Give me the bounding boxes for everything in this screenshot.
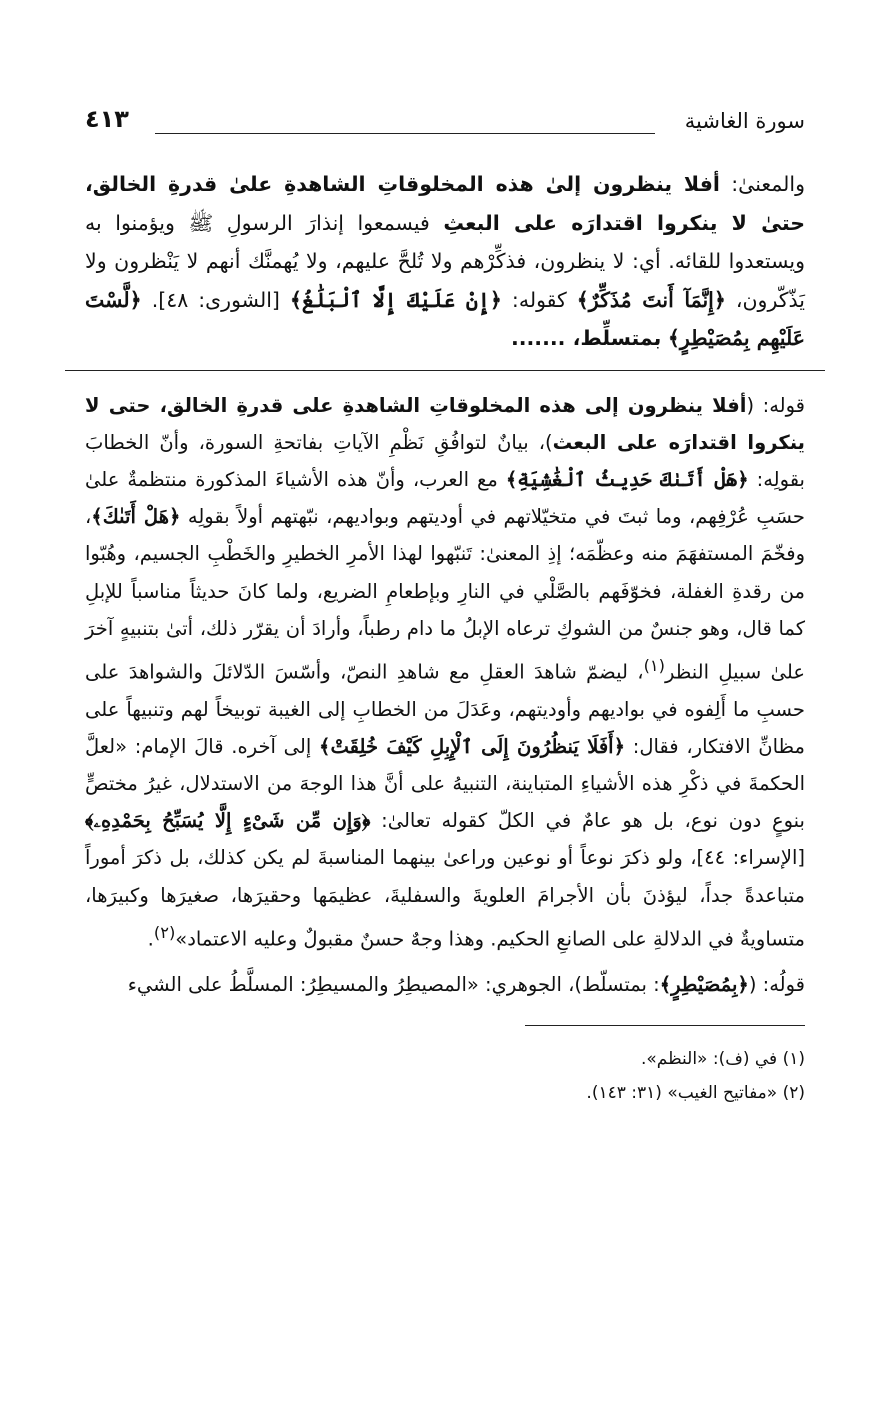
c1-quran-3: ﴿أَفَلَا يَنظُرُونَ إِلَى ٱلْإِبِلِ كَيْفَ خُلِقَتْ﴾ [319,734,625,758]
c1-text-4: ، ليضمّ شاهدَ العقلِ مع شاهدِ النصّ، وأسّسَ الدّلائلَ والشواهدَ على حسبِ ما أَلِفوه في بواديهم وأوديتهم، وعَدَلَ من الخطابِ إلى الغيبة توبيخاً لهم وتنبيهاً على مظانِّ الافتكار، فقال: [85,660,805,758]
surah-title: سورة الغاشية [684,109,805,133]
footnotes [85,1042,805,1110]
page-number: ٤١٣ [85,105,129,133]
page [85,105,805,1110]
header-rule [155,133,655,134]
c1-text-5: إلى آخره. قالَ الإمام: «لعلَّ الحكمةَ في ذكْرِ هذه الأشياءِ المتباينة، التنبيهُ على أنَّ هذا الوجهَ من الاستدلال، غيرُ مختصٍّ بنوعٍ دون نوع، بل هو عامٌ في الكلّ كقوله تعالىٰ: [85,734,805,833]
c1-text-3: ، وفخّمَ المستفهَمَ منه وعظّمَه؛ إذِ المعنىٰ: تَنبّهوا لهذا الأمرِ الخطيرِ والخَطْبِ الجسيم، وهُبّوا من رقدةِ الغفلة، فخوّفَهم بالصَّلْي في النارِ وبإطعامِ الضريع، ولما كانَ حديثاً مناسباً للإبلِ كما قال، وهو جنسٌ من الشوكِ ترعاه الإبلُ ما دام رطباً، وأرادَ أن يقرّر ذلك، أتىٰ بتنبيهٍ آخرَ علىٰ سبيلِ النظر [85,505,805,684]
c1-text-1: )، بيانٌ لتوافُقِ نَظْمِ الآياتِ بفاتحةِ السورة، وأنّ الخطابَ بقولِه: [85,430,805,491]
section-divider [65,370,825,371]
c1-text-2: مع العرب، وأنّ هذه الأشياءَ المذكورة منتظمةٌ علىٰ حسَبِ عُرْفِهم، وما ثبتَ في متخيّلاتهم في أوديتهم وبواديهم، نبّهتهم أولاً بقولِه [85,467,805,529]
main-text-2: كقوله: [511,287,567,312]
main-text-4: بمتسلِّط، ....... [510,326,662,350]
c1-lead: قوله: ( [746,393,805,417]
footnote-2: (٢) «مفاتيح الغيب» (٣١: ١٤٣). [586,1082,805,1103]
main-bold-phrase: أفلا ينظرون إلىٰ هذه المخلوقاتِ الشاهدةِ علىٰ قدرةِ الخالق، حتىٰ لا ينكروا اقتدارَه على البعثِ [85,172,805,235]
footnote-1: (١) في (ف): «النظم». [640,1048,805,1069]
main-text-1: فيسمعوا إنذارَ الرسولِ ﷺ ويؤمنوا به ويستعدوا للقائه. أي: لا ينظرون، فذكِّرْهم ولا تُلحَّ عليهم، ولا يُهمنَّك أنهم لا يَنْظرون ولا يَذّكّرون، [85,210,805,312]
c2-lead: قولُه: ( [748,972,805,996]
main-text-3: [الشورى: ٤٨]. [151,287,280,312]
commentary-paragraph-2 [85,966,805,1003]
commentary-paragraph-1 [85,387,805,958]
quran-verse-1: ﴿إِنَّمَآ أَنتَ مُذَكِّرٌ﴾ [576,287,726,312]
c1-text-7: . [147,927,154,951]
quran-verse-3: ﴿لَّسْتَ عَلَيْهِم بِمُصَيْطِرٍ﴾ [85,287,805,350]
c2-quran: ﴿بِمُصَيْطِرٍ﴾ [659,972,749,996]
main-lead: والمعنىٰ: [731,172,805,196]
c1-text-6: [الإسراء: ٤٤]، ولو ذكرَ نوعاً أو نوعين وراعىٰ بينهما المناسبةَ لم يكن كذلك، بل ذكرَ أموراً متباعدةً جداً، ليؤذنَ بأن الأجرامَ العلويةَ والسفليةَ، عظيمَها وحقيرَها، صغيرَها وكبيرَها، متساويةٌ في الدلالةِ على الصانعِ الحكيم. وهذا وجهٌ حسنٌ مقبولٌ وعليه الاعتماد» [85,846,805,951]
footnote-divider [525,1025,805,1026]
footnote-ref-1[interactable]: (١) [643,655,665,675]
main-paragraph [85,165,805,358]
main-text [85,165,805,358]
c1-quran-2: ﴿هَلْ أَتَىٰكَ﴾ [91,505,181,529]
quran-verse-2: ﴿إِنْ عَلَيْكَ إِلَّا ٱلْبَلَٰغُ﴾ [289,287,502,312]
footnote-ref-2[interactable]: (٢) [153,922,176,942]
c1-quran-1: ﴿هَلْ أَتَىٰكَ حَدِيثُ ٱلْغَٰشِيَةِ﴾ [505,467,749,491]
c1-bold: أفلا ينظرون إلى هذه المخلوقاتِ الشاهدةِ على قدرةِ الخالق، حتى لا ينكروا اقتدارَه على البعث [85,393,805,454]
commentary [85,387,805,1003]
page-header [85,105,805,149]
c2-text: : بمتسلّط)، الجوهري: «المصيطِرُ والمسيطِرُ: المسلَّطُ على الشيء [127,972,660,996]
c1-quran-4: ﴿وَإِن مِّن شَىْءٍ إِلَّا يُسَبِّحُ بِحَمْدِهِۦ﴾ [85,809,371,833]
